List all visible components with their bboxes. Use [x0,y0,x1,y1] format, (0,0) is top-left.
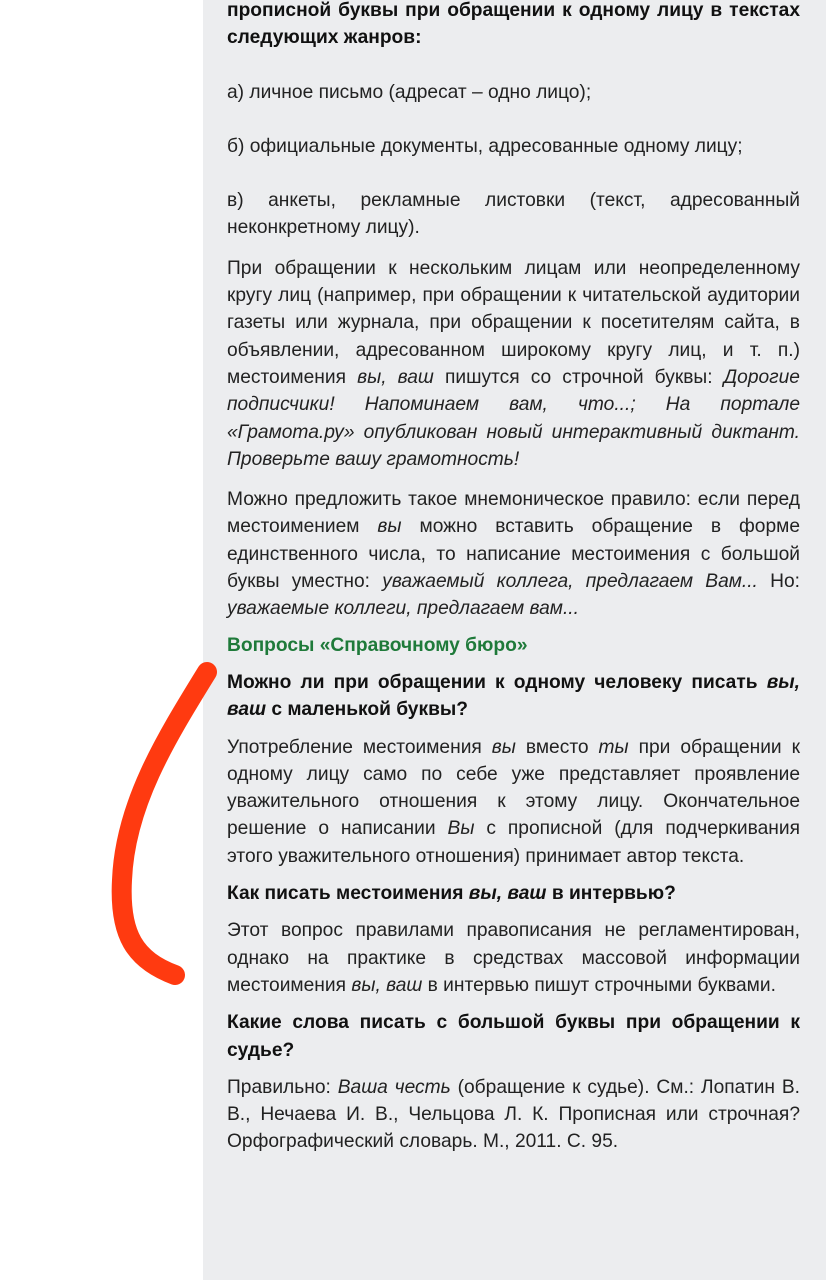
mnemonic-paragraph: Можно предложить такое мнемоническое правило: если перед местоимением вы можно вставить обращение в форме единственного числа, то написание местоимения с большой буквы уместно: уважаемый коллега, предлагаем Вам... Но: уважаемые коллеги, предлагаем вам... [227,489,800,620]
list-item-a: а) личное письмо (адресат – одно лицо); [227,81,592,103]
article-content [227,0,800,1156]
faq-answer-1: Употребление местоимения вы вместо ты при обращении к одному лицу само по себе уже представляет проявление уважительного отношения к этому лицу. Окончательное решение о написании Вы с прописной (для подчеркивания этого уважительного отношения) принимает автор текста. [227,736,800,867]
rule-plural-paragraph: При обращении к нескольким лицам или неопределенному кругу лиц (например, при обращении к читательской аудитории газеты или журнала, при обращении к посетителям сайта, в объявлении, адресованном широкому кругу лиц, и т. п.) местоимения вы, ваш пишутся со строчной буквы: Дорогие подписчики! Напоминаем вам, что...; На портале «Грамота.ру» опубликован новый интерактивный диктант. Проверьте вашу грамотность! [227,257,800,470]
faq-question-2: Как писать местоимения вы, ваш в интервью? [227,883,676,905]
faq-section-title[interactable]: Вопросы «Справочному бюро» [227,634,528,656]
faq-question-1: Можно ли при обращении к одному человеку писать вы, ваш с маленькой буквы? [227,671,800,721]
faq-answer-2: Этот вопрос правилами правописания не регламентирован, однако на практике в средствах массовой информации местоимения вы, ваш в интервью пишут строчными буквами. [227,920,800,996]
faq-question-3: Какие слова писать с большой буквы при обращении к судье? [227,1012,800,1061]
lead-heading: прописной буквы при обращении к одному лицу в текстах следующих жанров: [227,0,800,49]
list-item-b: б) официальные документы, адресованные одному лицу; [227,135,743,157]
annotation-stroke-path [122,672,207,975]
list-item-c: в) анкеты, рекламные листовки (текст, адресованный неконкретному лицу). [227,190,800,239]
faq-answer-3: Правильно: Ваша честь (обращение к судье). См.: Лопатин В. В., Нечаева И. В., Чельцова Л. К. Прописная или строчная? Орфографический словарь. М., 2011. С. 95. [227,1076,801,1153]
